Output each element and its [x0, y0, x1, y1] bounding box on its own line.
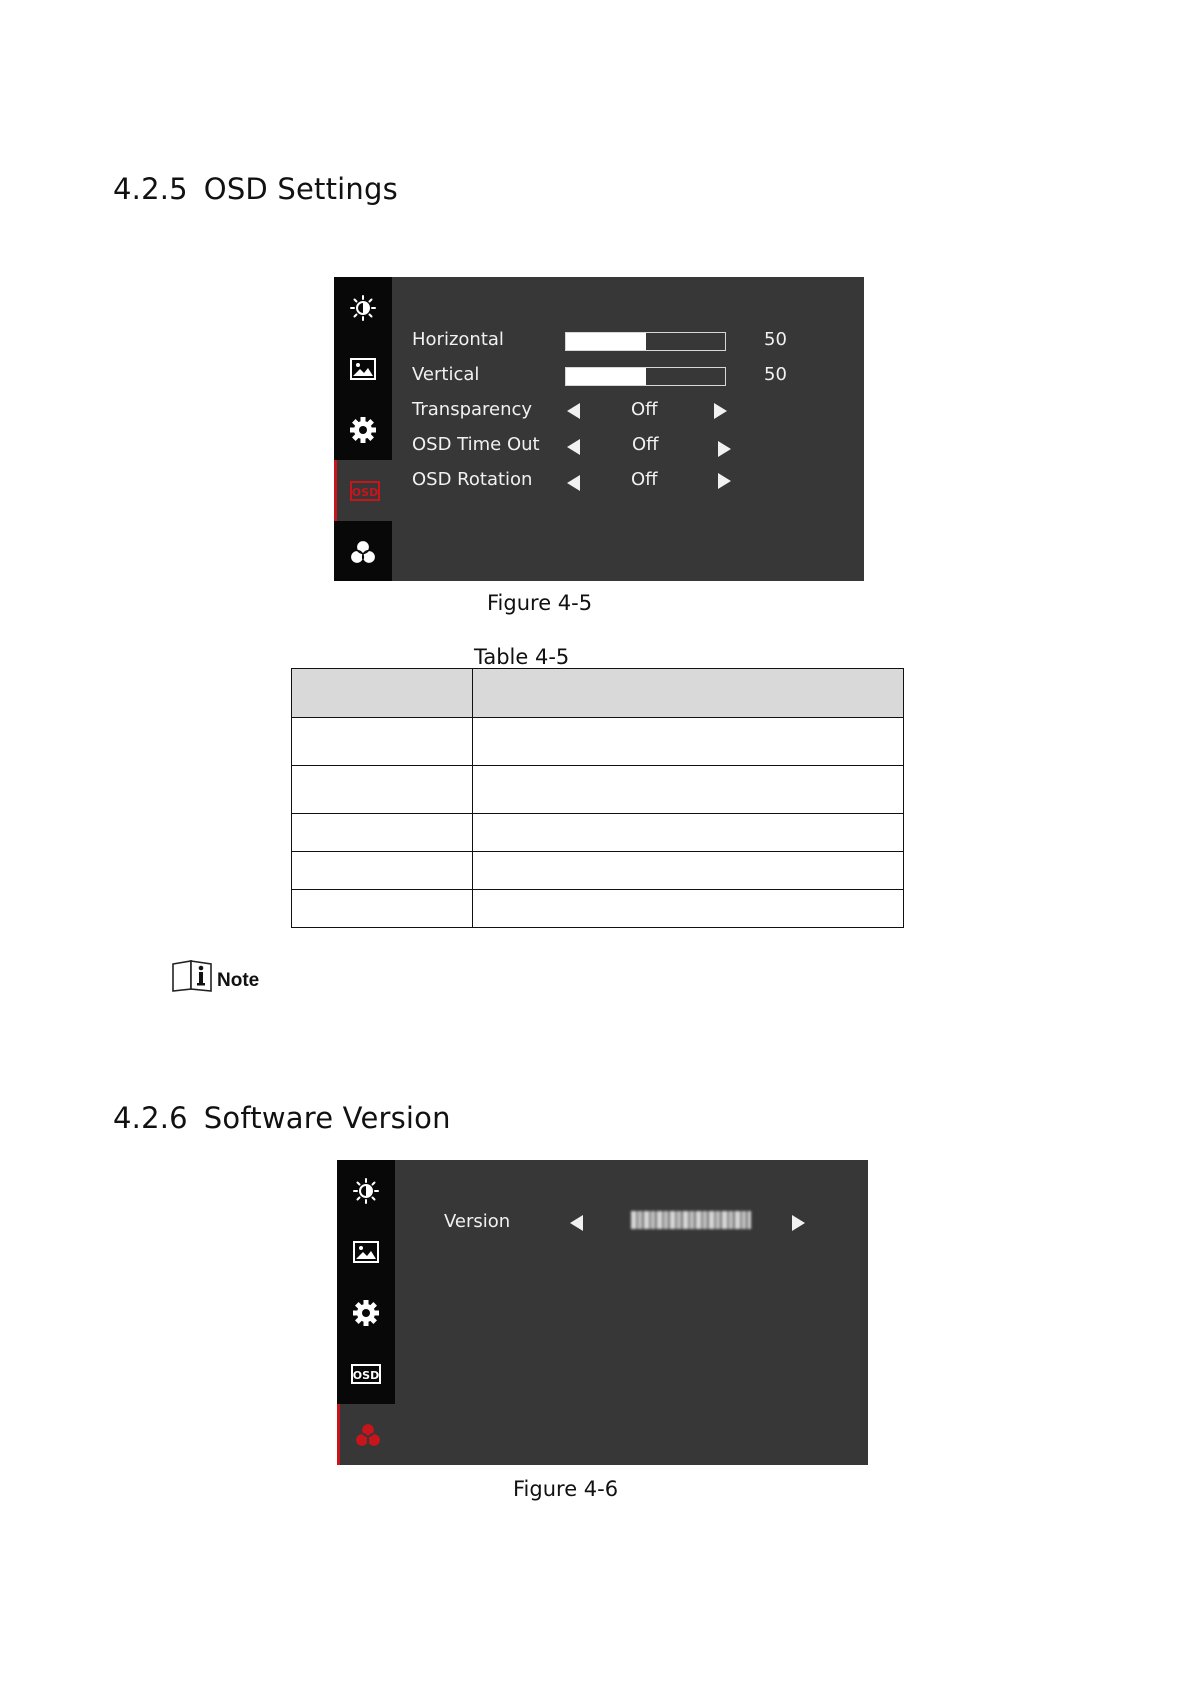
row-label-horizontal: Horizontal	[412, 329, 504, 350]
osd-tab-label: OSD	[351, 485, 378, 499]
vertical-slider[interactable]	[565, 367, 726, 386]
table-cell	[473, 890, 904, 928]
osd-sidebar	[334, 277, 392, 581]
table-cell	[473, 669, 904, 718]
section-heading-osd-settings	[113, 172, 398, 206]
color-icon	[354, 1422, 382, 1448]
osd-tab-label: OSD	[352, 1368, 380, 1382]
osd-menu-figure	[334, 277, 864, 581]
table-row	[292, 766, 904, 814]
settings-icon	[352, 1299, 380, 1327]
row-label-transparency: Transparency	[412, 399, 533, 420]
table-cell	[292, 766, 473, 814]
section-title: Software Version	[203, 1101, 451, 1135]
note-label: Note	[217, 970, 260, 991]
table-cell	[473, 814, 904, 852]
tab-settings[interactable]	[337, 1282, 395, 1343]
tab-osd[interactable]	[337, 1343, 395, 1404]
table-cell	[473, 766, 904, 814]
slider-fill	[566, 333, 646, 350]
figure-caption-4-5: Figure 4-5	[487, 591, 593, 615]
settings-icon	[349, 416, 377, 444]
table-row	[292, 718, 904, 766]
tab-brightness[interactable]	[337, 1160, 395, 1221]
tab-brightness[interactable]	[334, 277, 392, 338]
horizontal-slider[interactable]	[565, 332, 726, 351]
table-cell	[292, 718, 473, 766]
osd-settings-table	[291, 668, 904, 928]
image-icon	[350, 358, 376, 380]
version-label: Version	[444, 1211, 511, 1232]
arrow-left-icon[interactable]	[567, 475, 580, 491]
osd-sidebar	[337, 1160, 395, 1405]
arrow-left-icon[interactable]	[567, 439, 580, 455]
section-heading-software-version	[113, 1101, 451, 1135]
horizontal-value: 50	[764, 329, 787, 350]
figure-caption-4-6: Figure 4-6	[513, 1477, 619, 1501]
image-icon	[353, 1241, 379, 1263]
table-cell	[473, 718, 904, 766]
table-cell	[292, 814, 473, 852]
brightness-icon	[350, 295, 376, 321]
table-cell	[292, 852, 473, 890]
osd-icon	[351, 1364, 381, 1384]
table-cell	[473, 852, 904, 890]
table-row	[292, 890, 904, 928]
table-cell	[292, 669, 473, 718]
vertical-value: 50	[764, 364, 787, 385]
tab-color[interactable]	[334, 521, 392, 582]
arrow-left-icon[interactable]	[567, 403, 580, 419]
arrow-right-icon[interactable]	[718, 441, 731, 457]
note-book-icon	[171, 958, 215, 992]
arrow-right-icon[interactable]	[718, 473, 731, 489]
arrow-right-icon[interactable]	[714, 403, 727, 419]
osd-icon	[350, 481, 380, 501]
tab-osd[interactable]	[334, 460, 392, 521]
table-header-row	[292, 669, 904, 718]
tab-color[interactable]	[337, 1404, 395, 1465]
row-label-osd-rotation: OSD Rotation	[412, 469, 533, 490]
brightness-icon	[353, 1178, 379, 1204]
row-label-osd-time-out: OSD Time Out	[412, 434, 540, 455]
table-row	[292, 852, 904, 890]
software-version-figure	[337, 1160, 868, 1465]
table-cell	[292, 890, 473, 928]
color-icon	[349, 539, 377, 565]
arrow-right-icon[interactable]	[792, 1215, 805, 1231]
table-row	[292, 814, 904, 852]
section-number: 4.2.6	[113, 1101, 188, 1135]
row-label-vertical: Vertical	[412, 364, 480, 385]
tab-settings[interactable]	[334, 399, 392, 460]
slider-fill	[566, 368, 646, 385]
osd-time-out-value: Off	[632, 434, 659, 455]
transparency-value: Off	[631, 399, 658, 420]
arrow-left-icon[interactable]	[570, 1215, 583, 1231]
version-value-redacted	[631, 1211, 751, 1229]
table-caption-4-5: Table 4-5	[474, 645, 570, 669]
section-title: OSD Settings	[203, 172, 398, 206]
note-callout	[171, 958, 259, 992]
tab-image[interactable]	[337, 1221, 395, 1282]
section-number: 4.2.5	[113, 172, 188, 206]
osd-rotation-value: Off	[631, 469, 658, 490]
tab-image[interactable]	[334, 338, 392, 399]
